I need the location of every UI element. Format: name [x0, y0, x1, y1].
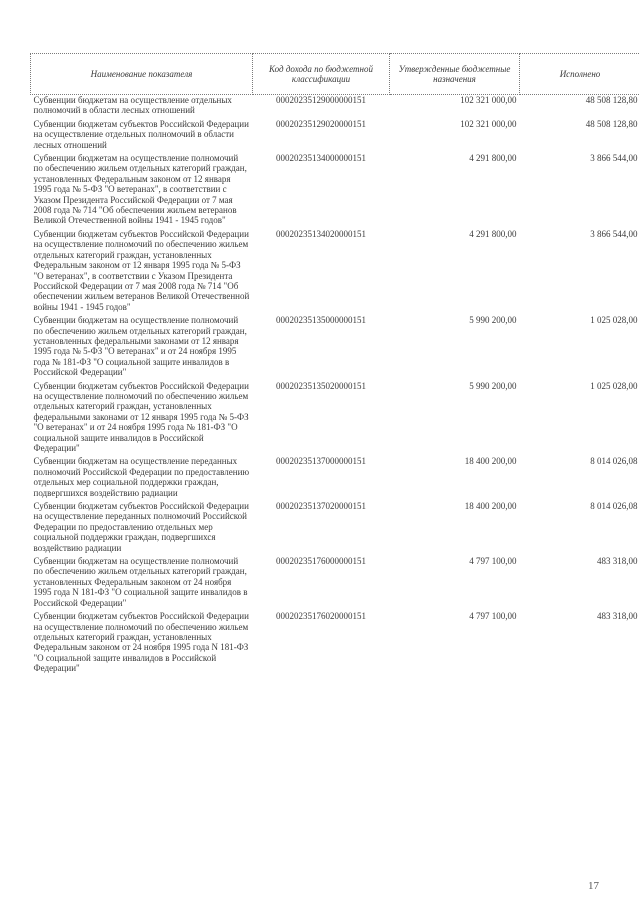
table-row [31, 315, 640, 380]
row-approved: 4 797 100,00 [469, 611, 517, 622]
row-code: 00020235134000000151 [276, 153, 366, 164]
row-approved: 18 400 200,00 [464, 456, 517, 467]
row-name: Субвенции бюджетам субъектов Российской Федерации на осуществление полномочий по обеспечению жильем отдельных категорий граждан, установленных Федеральным законом от 12 января 1995 года № 5-ФЗ "О ветеранах", в соответствии с Указом Президента Российской Федерации от 7 мая 2008 года № 714 "Об обеспечении жильем ветеранов Великой Отечественной войны 1941 - 1945 годов" [33, 228, 250, 312]
row-name: Субвенции бюджетам на осуществление полномочий по обеспечению жильем отдельных категорий граждан, установленных Федеральным законом от 24 ноября 1995 года N 181-ФЗ "О социальной защите инвалидов в Российской Федерации" [33, 556, 248, 608]
header-approved: Утвержденные бюджетные назначения [390, 54, 520, 95]
page-number: 17 [588, 880, 599, 892]
row-executed: 1 025 028,00 [590, 315, 638, 326]
table-row [31, 95, 640, 119]
row-name: Субвенции бюджетам субъектов Российской Федерации на осуществление переданных полномочий Российской Федерации по предоставлению отдельных мер социальной поддержки граждан, подвергшихся воздействию радиации [33, 501, 249, 553]
header-code: Код дохода по бюджетной классификации [253, 54, 390, 95]
row-approved: 4 291 800,00 [469, 153, 517, 164]
row-executed: 48 508 128,80 [585, 118, 638, 129]
row-code: 00020235176000000151 [276, 556, 366, 567]
row-executed: 3 866 544,00 [590, 228, 638, 239]
row-code: 00020235134020000151 [276, 228, 366, 239]
row-name: Субвенции бюджетам на осуществление полномочий по обеспечению жильем отдельных категорий граждан, установленных федеральными законами от 12 января 1995 года № 5-ФЗ "О ветеранах" и от 24 ноября 1995 года № 181-ФЗ "О социальной защите инвалидов в Российской Федерации" [33, 315, 247, 378]
header-executed: Исполнено [520, 54, 640, 95]
row-name: Субвенции бюджетам субъектов Российской Федерации на осуществление отдельных полномочий в области лесных отношений [33, 118, 249, 150]
row-approved: 102 321 000,00 [460, 118, 517, 129]
row-executed: 8 014 026,08 [590, 501, 638, 512]
table-row [31, 381, 640, 457]
row-name: Субвенции бюджетам субъектов Российской Федерации на осуществление полномочий по обеспечению жильем отдельных категорий граждан, установленных Федеральным законом от 24 ноября 1995 года N 181-ФЗ "О социальной защите инвалидов в Российской Федерации" [33, 611, 249, 674]
row-code: 00020235176020000151 [276, 611, 366, 622]
row-name: Субвенции бюджетам субъектов Российской Федерации на осуществление полномочий по обеспечению жильем отдельных категорий граждан, установленных федеральными законами от 12 января 1995 года № 5-ФЗ "О ветеранах" и от 24 ноября 1995 года № 181-ФЗ "О социальной защите инвалидов в Российской Федерации" [33, 380, 249, 453]
row-name: Субвенции бюджетам на осуществление полномочий по обеспечению жильем отдельных категорий граждан, установленных Федеральным законом от 12 января 1995 года № 5-ФЗ "О ветеранах", в соответствии с Указом Президента Российской Федерации от 7 мая 2008 года № 714 "Об обеспечении жильем ветеранов Великой Отечественной войны 1941 - 1945 годов" [33, 153, 247, 226]
row-executed: 3 866 544,00 [590, 153, 638, 164]
header-name: Наименование показателя [31, 54, 253, 95]
row-executed: 48 508 128,80 [585, 95, 638, 105]
row-approved: 4 291 800,00 [469, 228, 517, 239]
row-code: 00020235137000000151 [276, 456, 366, 467]
row-name: Субвенции бюджетам на осуществление отдельных полномочий в области лесных отношений [33, 95, 232, 116]
table-row [31, 153, 640, 229]
row-code: 00020235129020000151 [276, 118, 366, 129]
row-code: 00020235135000000151 [276, 315, 366, 326]
table-row [31, 501, 640, 556]
row-executed: 483 318,00 [597, 611, 638, 622]
table-row [31, 456, 640, 501]
budget-execution-table [30, 53, 640, 677]
table-row [31, 119, 640, 153]
row-code: 00020235137020000151 [276, 501, 366, 512]
table-row [31, 229, 640, 315]
row-code: 00020235129000000151 [276, 95, 366, 105]
table-row [31, 556, 640, 611]
table-row [31, 611, 640, 676]
row-approved: 5 990 200,00 [469, 315, 517, 326]
row-executed: 1 025 028,00 [590, 380, 638, 391]
row-approved: 5 990 200,00 [469, 380, 517, 391]
row-executed: 8 014 026,08 [590, 456, 638, 467]
row-name: Субвенции бюджетам на осуществление переданных полномочий Российской Федерации по предоставлению отдельных мер социальной поддержки граждан, подвергшихся воздействию радиации [33, 456, 250, 498]
row-executed: 483 318,00 [597, 556, 638, 567]
row-approved: 102 321 000,00 [460, 95, 517, 105]
row-approved: 18 400 200,00 [464, 501, 517, 512]
table-header-row [31, 54, 640, 95]
row-code: 00020235135020000151 [276, 380, 366, 391]
row-approved: 4 797 100,00 [469, 556, 517, 567]
